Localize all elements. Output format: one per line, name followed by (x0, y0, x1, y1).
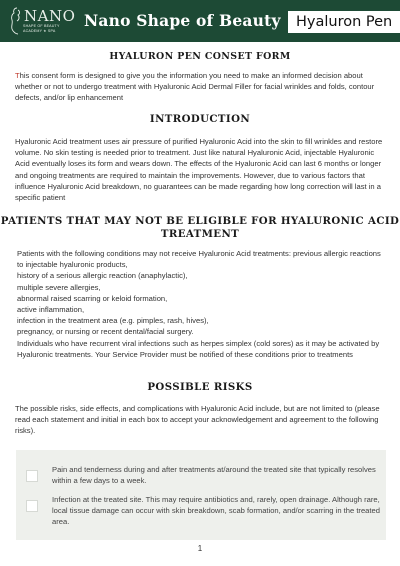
page-number: 1 (197, 544, 203, 553)
risks-heading: POSSIBLE RISKS (147, 381, 253, 393)
product-badge (287, 10, 400, 34)
nano-logo (6, 6, 76, 38)
not-eligible-heading (0, 215, 400, 240)
risk-row (16, 492, 386, 532)
logo-wordmark: NANO (24, 7, 76, 25)
list-item: active inflammation, (17, 305, 85, 315)
initial-checkbox[interactable] (26, 500, 38, 512)
logo-tagline: SHAPE OF BEAUTY ACADEMY ★ SPA (23, 24, 60, 33)
not-eligible-list (17, 248, 387, 360)
introduction-paragraph: Hyaluronic Acid treatment uses air pressure of purified Hyaluronic Acid into the skin to fill wrinkles and restore volume. No skin testing is needed prior to treatment. Just like natural Hyaluronic Acid, injectable Hyaluronic Acid eventually loses its form and wears down. The effects of the Hyaluronic Acid can last 6 months or longer and ongoing treatments are required to maintain the improvements. However, due to various factors that influence Hyaluronic Acid breakdown, no guarantees can be made regarding how long correction will last in a specific patient (15, 137, 383, 203)
introduction-heading: INTRODUCTION (149, 113, 251, 125)
risk-text: Infection at the treated site. This may require antibiotics and, rarely, open drainage. Although rare, local tissue damage can occur with skin breakdown, scab formation, and/or scarring in the treated area. (52, 495, 380, 527)
form-title: HYALURON PEN CONSET FORM (109, 51, 291, 62)
list-item: multiple severe allergies, (17, 282, 101, 292)
silhouette-icon (8, 7, 24, 35)
list-item: abnormal raised scarring or keloid formation, (17, 293, 168, 303)
initial-checkbox[interactable] (26, 470, 38, 482)
intro-paragraph (15, 70, 387, 104)
list-item: pregnancy, or nursing or recent dental/facial surgery. (17, 327, 194, 337)
intro-first-letter: T (15, 71, 20, 80)
header-title: Nano Shape of Beauty (84, 11, 281, 30)
list-item: history of a serious allergic reaction (anaphylactic), (17, 271, 188, 281)
intro-text: his consent form is designed to give you the information you need to make an informed decision about whether or not to undergo treatment with Hyaluronic Acid Dermal Filler for facial wrinkles and folds, contour defects, and/or lip enhancement (15, 71, 375, 103)
product-badge-label: Hyaluron Pen (296, 14, 393, 30)
list-item: Individuals who have recurrent viral infections such as herpes simplex (cold sores) as it may be activated by Hyaluronic treatments. Your Service Provider must be notified of these conditions prior to treatments (17, 338, 380, 359)
list-item: Patients with the following conditions may not receive Hyaluronic Acid treatments: previous allergic reactions to injectable hyaluronic products, (17, 249, 381, 270)
header-bar (0, 0, 400, 42)
risk-text: Pain and tenderness during and after treatments at/around the treated site that typically resolves within a few days to a week. (52, 465, 376, 486)
risks-intro-paragraph: The possible risks, side effects, and complications with Hyaluronic Acid include, but are not limited to (please read each statement and initial in each box to accept your acknowledgement and agreement to the following risks). (15, 404, 380, 436)
not-eligible-heading-line2: TREATMENT (160, 227, 240, 240)
list-item: infection in the treatment area (e.g. pimples, rash, hives), (17, 316, 209, 326)
not-eligible-heading-line1: PATIENTS THAT MAY NOT BE ELIGIBLE FOR HYALURONIC ACID (0, 215, 400, 227)
risks-acknowledgement-box (16, 450, 386, 540)
